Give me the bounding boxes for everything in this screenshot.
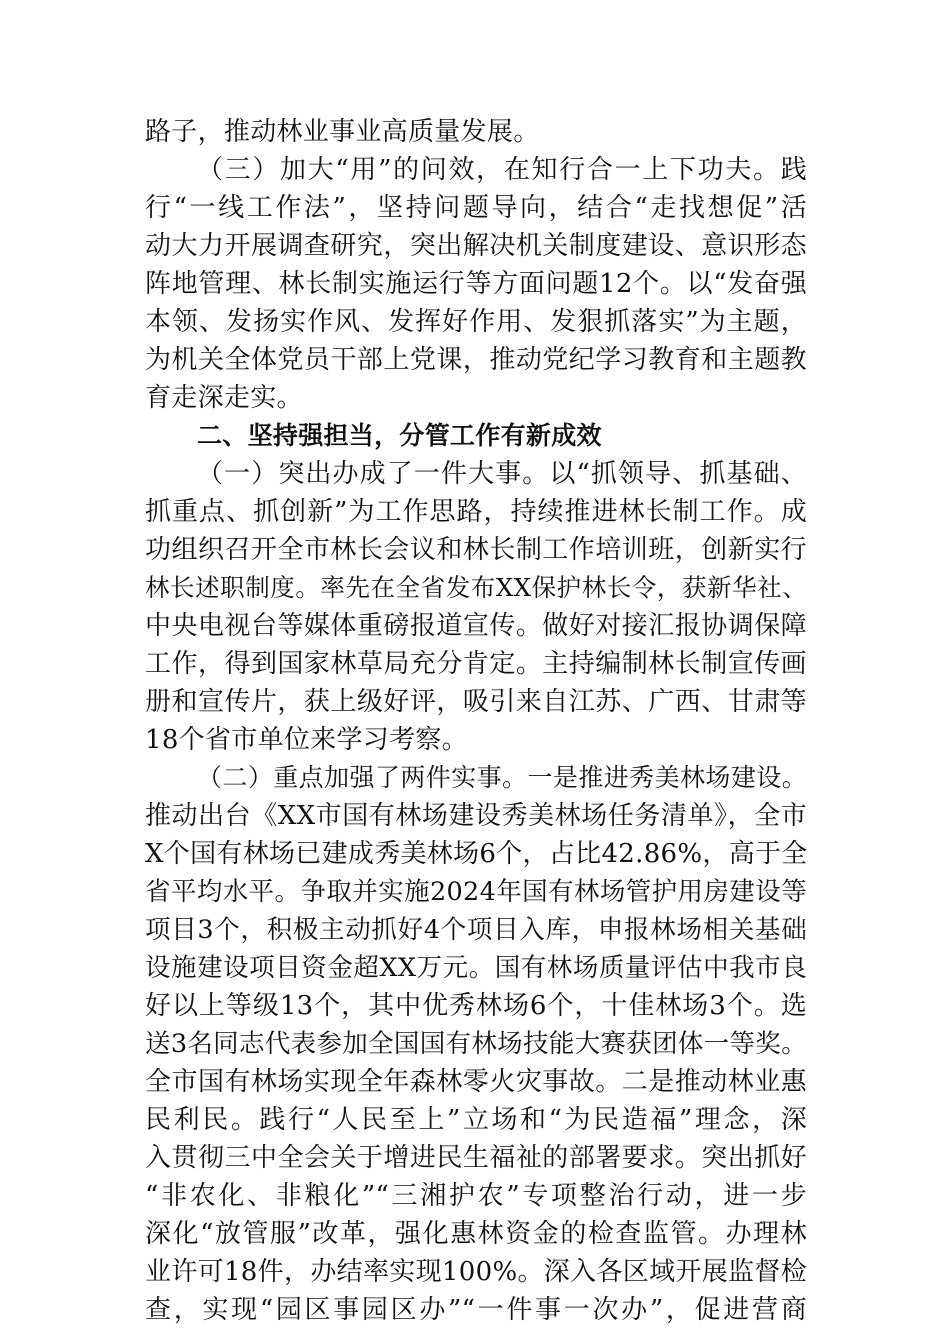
text-line: 为机关全体党员干部上党课，推动党纪学习教育和主题教 [145, 345, 807, 375]
text-line: 行“一线工作法”，坚持问题导向，结合“走找想促”活 [145, 193, 807, 223]
text-line: 设施建设项目资金超XX万元。国有林场质量评估中我市良 [145, 953, 807, 983]
text-line: 功组织召开全市林长会议和林长制工作培训班，创新实行 [145, 535, 807, 565]
document-body [145, 113, 807, 1329]
text-line: 抓重点、抓创新”为工作思路，持续推进林长制工作。成 [145, 497, 807, 527]
text-line: X个国有林场已建成秀美林场6个，占比42.86%，高于全 [145, 839, 808, 869]
text-line: 好以上等级13个，其中优秀林场6个，十佳林场3个。选 [145, 991, 807, 1021]
text-line: 深化“放管服”改革，强化惠林资金的检查监管。办理林 [145, 1219, 807, 1249]
text-line: 推动出台《XX市国有林场建设秀美林场任务清单》，全市 [145, 801, 807, 831]
text-line: 工作，得到国家林草局充分肯定。主持编制林长制宣传画 [145, 649, 807, 679]
text-line: 省平均水平。争取并实施2024年国有林场管护用房建设等 [145, 877, 807, 907]
text-line: 查，实现“园区事园区办”“一件事一次办”，促进营商 [145, 1295, 807, 1325]
text-line: 中央电视台等媒体重磅报道宣传。做好对接汇报协调保障 [145, 611, 807, 641]
text-line: 阵地管理、林长制实施运行等方面问题12个。以“发奋强 [145, 269, 807, 299]
text-line: 育走深走实。 [145, 383, 303, 413]
section-paragraph-start: （二）重点加强了两件实事。一是推进秀美林场建设。 [197, 763, 807, 792]
text-line: 民利民。践行“人民至上”立场和“为民造福”理念，深 [145, 1105, 807, 1135]
text-line: 项目3个，积极主动抓好4个项目入库，申报林场相关基础 [145, 915, 807, 945]
text-line: 路子，推动林业事业高质量发展。 [145, 117, 540, 147]
section-paragraph-start: （一）突出办成了一件大事。以“抓领导、抓基础、 [197, 459, 807, 489]
text-line: 业许可18件，办结率实现100%。深入各区域开展监督检 [145, 1257, 807, 1287]
text-line: 册和宣传片，获上级好评，吸引来自江苏、广西、甘肃等 [145, 687, 807, 717]
text-line: 动大力开展调查研究，突出解决机关制度建设、意识形态 [145, 231, 807, 261]
text-line: 18个省市单位来学习考察。 [145, 725, 468, 755]
text-line: 林长述职制度。率先在全省发布XX保护林长令，获新华社、 [145, 573, 807, 602]
text-line: 本领、发扬实作风、发挥好作用、发狠抓落实”为主题， [145, 307, 807, 337]
text-line: “非农化、非粮化”“三湘护农”专项整治行动，进一步 [145, 1181, 807, 1211]
section-heading: 二、坚持强担当，分管工作有新成效 [197, 421, 602, 450]
text-line: 入贯彻三中全会关于增进民生福祉的部署要求。突出抓好 [145, 1143, 807, 1173]
text-line: 送3名同志代表参加全国国有林场技能大赛获团体一等奖。 [145, 1029, 807, 1059]
text-line: 全市国有林场实现全年森林零火灾事故。二是推动林业惠 [145, 1067, 807, 1097]
section-paragraph-start: （三）加大“用”的问效，在知行合一上下功夫。践 [197, 155, 807, 185]
